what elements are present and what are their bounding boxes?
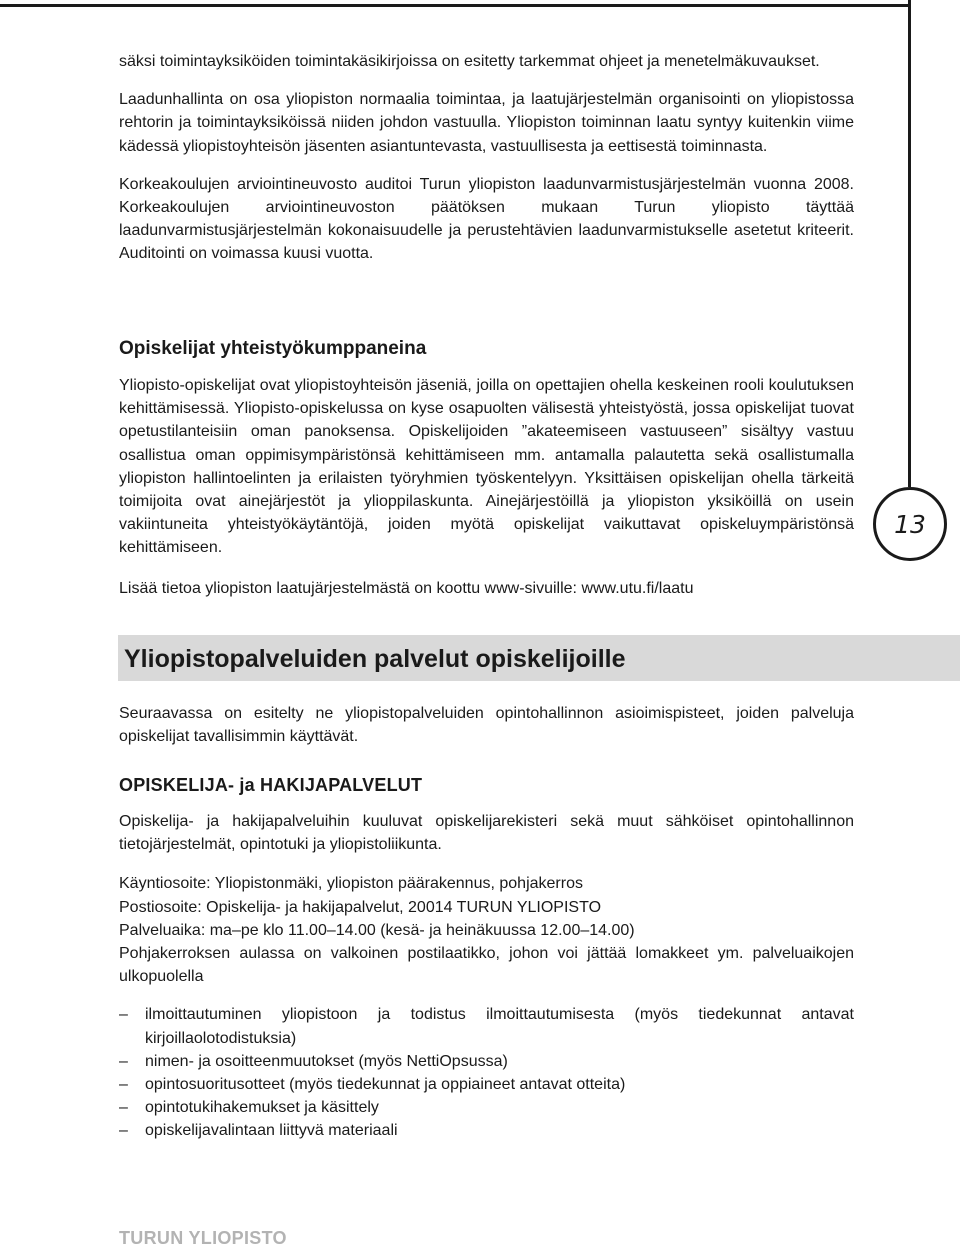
- page-number-badge: 13: [873, 487, 947, 561]
- section-intro-block: [119, 702, 854, 748]
- list-item: – ilmoittautuminen yliopistoon ja todistus ilmoittautumisesta (myös tiedekunnat antavat kirjoillaolotodistuksia): [119, 1003, 854, 1049]
- mailbox-note: Pohjakerroksen aulassa on valkoinen postilaatikko, johon voi jättää lomakkeet ym. palveluaikojen ulkopuolella: [119, 945, 854, 986]
- paragraph-students: Yliopisto-opiskelijat ovat yliopistoyhteisön jäseniä, joilla on opettajien ohella keskeinen rooli koulutuksen kehittämisessä. Yliopisto-opiskelussa on kyse osapuolten välisestä yhteistyöstä, jossa opiskelijat tuovat opetustilanteisiin oman panoksensa. Opiskelijoiden ”akateemiseen vastuuseen” sisältyy vastuu osallistua oman oppimisympäristönsä kehittämiseen mm. antamalla palautetta sekä osallistumalla yliopiston hallintoelinten ja erilaisten työryhmien työskentelyyn. Yksittäisen opiskelijan ohella tärkeitä toimijoita ovat ainejärjestöt ja ylioppilaskunta. Ainejärjestöillä ja yliopiston yksiköillä on usein vakiintuneita yhteistyökäytäntöjä, joiden myötä opiskelijat vaikuttavat opiskeluympäristönsä kehittämiseen.: [119, 377, 854, 557]
- footer-university-name: TURUN YLIOPISTO: [119, 1228, 287, 1248]
- paragraph-services-description: Opiskelija- ja hakijapalveluihin kuuluvat opiskelijarekisteri sekä muut sähköiset opintohallinnon tietojärjestelmät, opintotuki ja yliopistoliikunta.: [119, 813, 854, 854]
- visit-address: Käyntiosoite: Yliopistonmäki, yliopiston päärakennus, pohjakerros: [119, 875, 583, 893]
- page-frame-top-rule: [0, 0, 911, 7]
- paragraph-audit: Korkeakoulujen arviointineuvosto auditoi Turun yliopiston laadunvarmistusjärjestelmän vuonna 2008. Korkeakoulujen arviointineuvoston päätöksen mukaan Turun yliopisto täyttää laadunvarmistusjärjestelmän kokonaisuudelle ja perustehtävien laadunvarmistukselle asetetut kriteerit. Auditointi on voimassa kuusi vuotta.: [119, 175, 854, 263]
- intro-text-block: [119, 50, 854, 266]
- paragraph-section-intro: Seuraavassa on esitelty ne yliopistopalveluiden opintohallinnon asioimispisteet, joiden palveluja opiskelijat tavallisimmin käyttävät.: [119, 705, 854, 746]
- service-hours: Palveluaika: ma–pe klo 11.00–14.00 (kesä- ja heinäkuussa 12.00–14.00): [119, 921, 635, 939]
- list-item: – nimen- ja osoitteenmuutokset (myös NettiOpsussa): [119, 1050, 854, 1073]
- students-text-block: [119, 374, 854, 600]
- section-title-banner: [118, 635, 960, 681]
- page-frame-right-rule: [908, 0, 911, 487]
- paragraph-continuation: säksi toimintayksiköiden toimintakäsikirjoissa on esitetty tarkemmat ohjeet ja menetelmäkuvaukset.: [119, 53, 820, 70]
- list-item: – opiskelijavalintaan liittyvä materiaali: [119, 1119, 854, 1142]
- paragraph-more-info: Lisää tietoa yliopiston laatujärjestelmästä on koottu www-sivuille: www.utu.fi/laatu: [119, 579, 694, 597]
- list-item: – opintosuoritusotteet (myös tiedekunnat ja oppiaineet antavat otteita): [119, 1073, 854, 1096]
- heading-students-partners: Opiskelijat yhteistyökumppaneina: [119, 338, 427, 359]
- services-list: [119, 1003, 854, 1142]
- list-item: – opintotukihakemukset ja käsittely: [119, 1096, 854, 1119]
- services-text-block: [119, 810, 854, 1143]
- subheading-student-services: OPISKELIJA- ja HAKIJAPALVELUT: [119, 775, 423, 795]
- section-title: Yliopistopalveluiden palvelut opiskelijoille: [124, 645, 626, 673]
- paragraph-quality-management: Laadunhallinta on osa yliopiston normaalia toimintaa, ja laatujärjestelmän organisointi on yliopistossa rehtorin ja toimintayksiköissä niiden johdon vastuulla. Yliopiston toiminnan laatu syntyy kuitenkin viime kädessä yliopistoyhteisön jäsenten asiantuntevasta, vastuullisesta ja eettisestä toiminnasta.: [119, 91, 854, 155]
- postal-address: Postiosoite: Opiskelija- ja hakijapalvelut, 20014 TURUN YLIOPISTO: [119, 898, 602, 916]
